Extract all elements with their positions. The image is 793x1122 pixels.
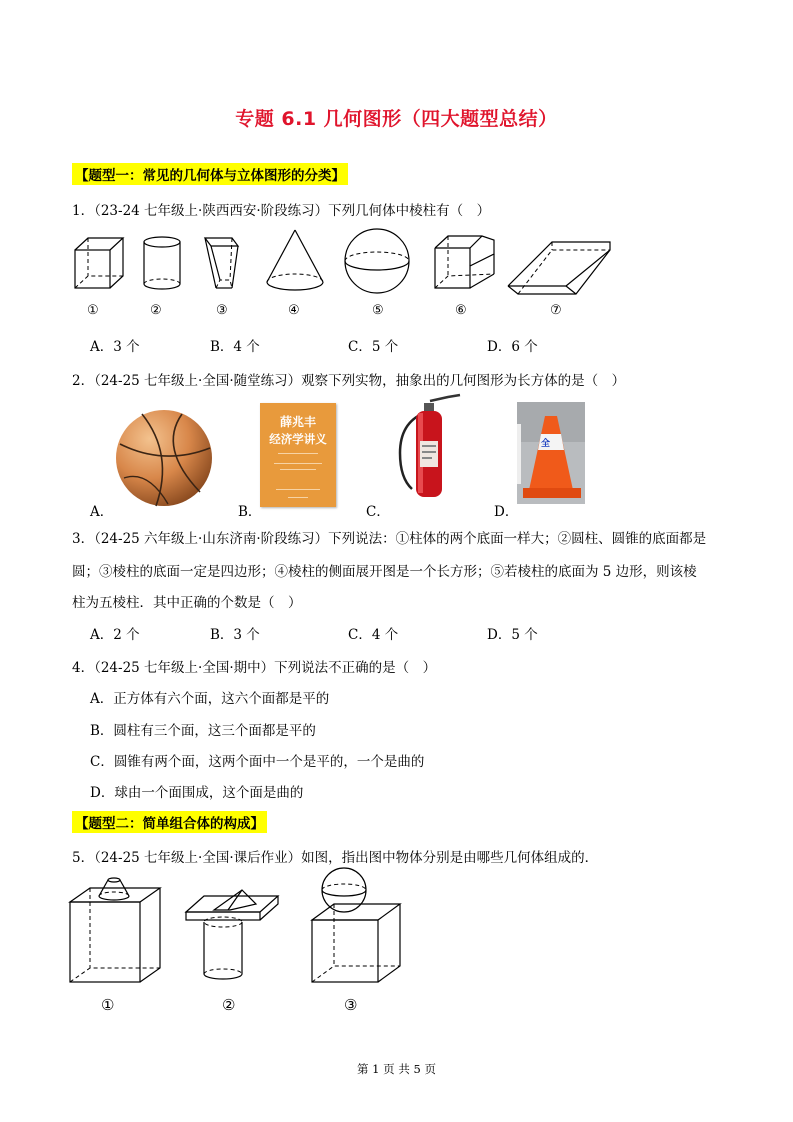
q1-label-6: ⑥ (455, 303, 467, 318)
question-3-line-1: 3．（24-25 六年级上·山东济南·阶段练习）下列说法：①柱体的两个底面一样大；②圆柱、圆锥的底面都是 (72, 531, 707, 547)
q1-label-2: ② (150, 303, 162, 318)
book-title-line-1: 薛兆丰 (279, 415, 316, 429)
truncated-cube-shape (435, 236, 494, 288)
q1-label-3: ③ (216, 303, 228, 318)
q1-option-c[interactable]: C．5 个 (348, 339, 399, 355)
q1-option-a[interactable]: A．3 个 (90, 339, 140, 355)
q4-option-d[interactable]: D．球由一个面围成，这个面是曲的 (90, 785, 304, 801)
q2-option-a[interactable]: A． (90, 504, 114, 520)
question-3-line-3: 柱为五棱柱．其中正确的个数是（ ） (72, 595, 302, 611)
traffic-cone-image (517, 402, 585, 504)
q3-option-d[interactable]: D．5 个 (487, 627, 538, 643)
question-3-line-2: 圆；③棱柱的底面一定是四边形；④棱柱的侧面展开图是一个长方形；⑤若棱柱的底面为 5 边形，则该棱 (72, 564, 697, 580)
q2-option-b[interactable]: B． (238, 504, 262, 520)
q4-option-c[interactable]: C．圆锥有两个面，这两个面中一个是平的，一个是曲的 (90, 754, 425, 770)
q5-composite-solids-figure (66, 860, 416, 990)
page-footer: 第 1 页 共 5 页 (357, 1062, 436, 1076)
cube-with-frustum-shape (70, 878, 160, 982)
q1-solids-figure (70, 228, 620, 298)
q1-option-d[interactable]: D．6 个 (487, 339, 538, 355)
q2-option-d[interactable]: D． (494, 504, 519, 520)
q5-label-1: ① (101, 996, 115, 1014)
section-heading-1: 【题型一：常见的几何体与立体图形的分类】 (72, 163, 348, 185)
q1-label-5: ⑤ (372, 303, 384, 318)
q5-label-2: ② (222, 996, 236, 1014)
question-4-text: 4．（24-25 七年级上·全国·期中）下列说法不正确的是（ ） (72, 660, 437, 676)
slab-on-cylinder-shape (186, 890, 278, 979)
traffic-cone-text: 全 (541, 439, 551, 449)
q5-label-3: ③ (344, 996, 358, 1014)
question-2-text: 2．（24-25 七年级上·全国·随堂练习）观察下列实物，抽象出的几何图形为长方体的是（ ） (72, 373, 626, 389)
sphere-on-cube-shape (312, 868, 400, 982)
fire-extinguisher-image (388, 393, 468, 503)
q3-option-c[interactable]: C．4 个 (348, 627, 399, 643)
q1-label-4: ④ (288, 303, 300, 318)
book-image (260, 403, 336, 507)
sphere-shape (345, 229, 409, 293)
cube-shape (75, 238, 123, 288)
cone-shape (267, 230, 323, 290)
q4-option-b[interactable]: B．圆柱有三个面，这三个面都是平的 (90, 723, 316, 739)
q1-label-1: ① (87, 303, 99, 318)
q2-option-c[interactable]: C． (366, 504, 390, 520)
q3-option-a[interactable]: A．2 个 (90, 627, 140, 643)
basketball-image (112, 408, 216, 508)
question-1-text: 1．（23-24 七年级上·陕西西安·阶段练习）下列几何体中棱柱有（ ） (72, 203, 491, 219)
oblique-prism-shape (508, 242, 610, 294)
q3-option-b[interactable]: B．3 个 (210, 627, 260, 643)
book-title-line-2: 经济学讲义 (269, 432, 327, 446)
cylinder-shape (144, 237, 180, 289)
section-heading-2: 【题型二：简单组合体的构成】 (72, 811, 267, 833)
frustum-shape (205, 238, 238, 288)
q4-option-a[interactable]: A．正方体有六个面，这六个面都是平的 (90, 691, 330, 707)
q1-option-b[interactable]: B．4 个 (210, 339, 260, 355)
page-title: 专题 6.1 几何图形（四大题型总结） (235, 108, 558, 130)
q1-label-7: ⑦ (550, 303, 562, 318)
question-5-text: 5．（24-25 七年级上·全国·课后作业）如图，指出图中物体分别是由哪些几何体组成的． (72, 850, 599, 866)
